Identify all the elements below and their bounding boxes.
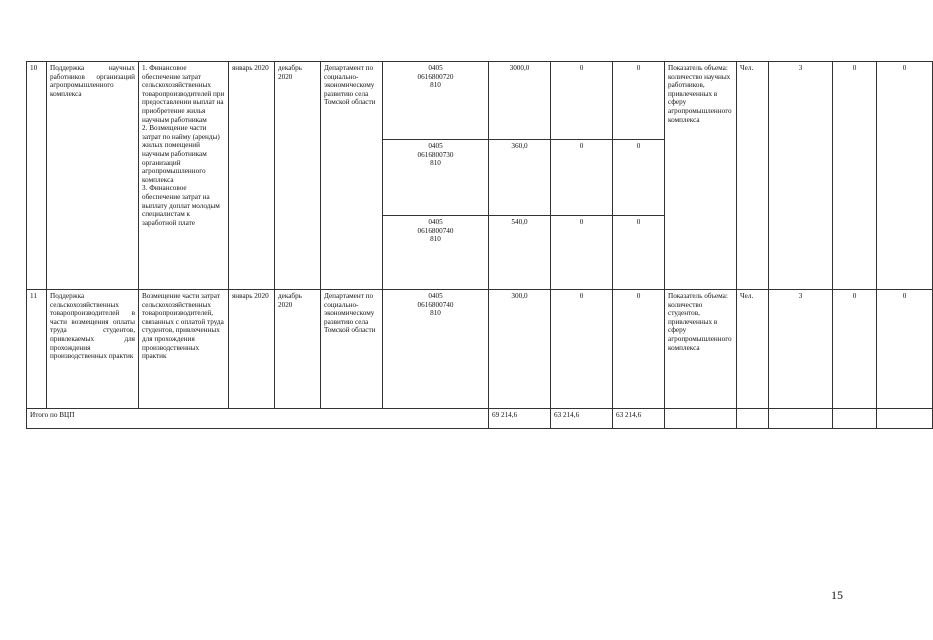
total-amount-3: 63 214,6 xyxy=(613,409,665,429)
total-amount-1: 69 214,6 xyxy=(489,409,551,429)
indicator-value-2: 0 xyxy=(833,62,877,290)
total-empty xyxy=(665,409,737,429)
indicator-value-1: 3 xyxy=(769,290,833,409)
amount-1: 3000,0 xyxy=(489,62,551,140)
end-date: декабрь 2020 xyxy=(275,290,321,409)
unit: Чел. xyxy=(737,62,769,290)
start-date: январь 2020 xyxy=(229,290,275,409)
total-empty xyxy=(769,409,833,429)
total-empty xyxy=(877,409,933,429)
budget-code: 0405 0616800740 810 xyxy=(383,290,489,409)
table-row xyxy=(27,290,933,409)
event-name: Поддержка сельскохозяйственных товаропроизводителей в части возмещения оплаты труда студентов, привлекаемых для прохождения производственных практик xyxy=(47,290,139,409)
executor: Департамент по социально-экономическому развитию села Томской области xyxy=(321,62,383,290)
table-row xyxy=(27,62,933,140)
row-number: 11 xyxy=(27,290,47,409)
amount-3: 0 xyxy=(613,140,665,216)
executor: Департамент по социально-экономическому развитию села Томской области xyxy=(321,290,383,409)
start-date: январь 2020 xyxy=(229,62,275,290)
indicator-value-2: 0 xyxy=(833,290,877,409)
total-empty xyxy=(833,409,877,429)
total-amount-2: 63 214,6 xyxy=(551,409,613,429)
amount-1: 300,0 xyxy=(489,290,551,409)
amount-1: 540,0 xyxy=(489,216,551,290)
amount-3: 0 xyxy=(613,62,665,140)
amount-2: 0 xyxy=(551,290,613,409)
row-number: 10 xyxy=(27,62,47,290)
indicator-value-3: 0 xyxy=(877,290,933,409)
total-empty xyxy=(737,409,769,429)
amount-3: 0 xyxy=(613,216,665,290)
indicator-value-1: 3 xyxy=(769,62,833,290)
page-number: 15 xyxy=(831,588,843,602)
amount-3: 0 xyxy=(613,290,665,409)
budget-code: 0405 0616800740 810 xyxy=(383,216,489,290)
budget-code: 0405 0616800720 810 xyxy=(383,62,489,140)
unit: Чел. xyxy=(737,290,769,409)
indicator-value-3: 0 xyxy=(877,62,933,290)
indicator: Показатель объема: количество научных работников, привлеченных в сферу агропромышленного комплекса xyxy=(665,62,737,290)
end-date: декабрь 2020 xyxy=(275,62,321,290)
total-label: Итого по ВЦП xyxy=(27,409,489,429)
amount-2: 0 xyxy=(551,140,613,216)
indicator: Показатель объема: количество студентов, привлеченных в сферу агропромышленного комплекса xyxy=(665,290,737,409)
event-measures: Возмещение части затрат сельскохозяйственных товаропроизводителей, связанных с оплатой труда студентов, привлеченных для прохождения производственных практик xyxy=(139,290,229,409)
amount-2: 0 xyxy=(551,216,613,290)
event-name: Поддержка научных работников организаций агропромышленного комплекса xyxy=(47,62,139,290)
amount-1: 360,0 xyxy=(489,140,551,216)
program-table xyxy=(26,61,933,429)
event-measures: 1. Финансовое обеспечение затрат сельскохозяйственных товаропроизводителей при предоставлении выплат на приобретение жилья научным работникам 2. Возмещение части затрат по найму (аренды) жилых помещений научным работникам организаций агропромышленного комплекса 3. Финансовое обеспечение затрат на выплату доплат молодым специалистам к заработной плате xyxy=(139,62,229,290)
budget-code: 0405 0616800730 810 xyxy=(383,140,489,216)
amount-2: 0 xyxy=(551,62,613,140)
total-row xyxy=(27,409,933,429)
